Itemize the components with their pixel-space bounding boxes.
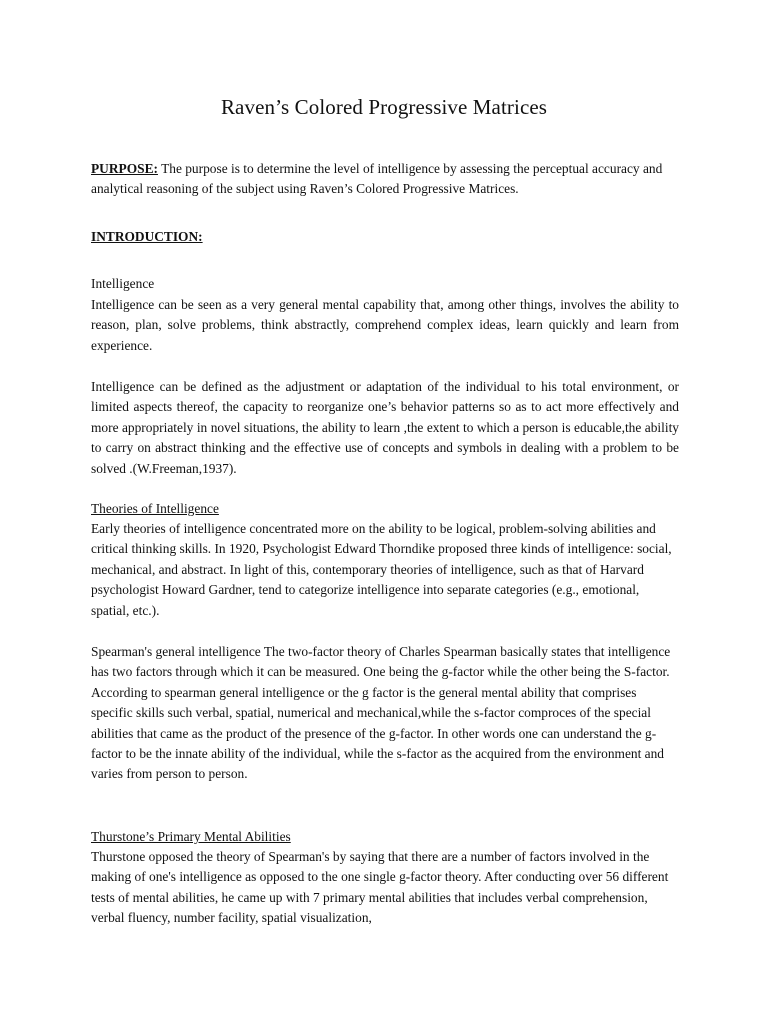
page-title: Raven’s Colored Progressive Matrices — [220, 95, 548, 119]
introduction-heading: INTRODUCTION: — [91, 229, 203, 244]
thurstone-heading: Thurstone’s Primary Mental Abilities — [91, 829, 291, 844]
theories-heading: Theories of Intelligence — [91, 501, 219, 516]
intelligence-paragraph-1: Intelligence can be seen as a very general mental capability that, among other things, involves the ability to reason, plan, solve problems, think abstractly, comprehend complex ideas, learn quickly and learn from experience. — [91, 297, 679, 353]
purpose-paragraph — [91, 159, 679, 200]
intelligence-heading: Intelligence — [91, 276, 155, 291]
intelligence-paragraph-2: Intelligence can be defined as the adjustment or adaptation of the individual to his total environment, or limited aspects thereof, the capacity to reorganize one’s behavior patterns so as to act more effectively and more appropriately in novel situations, the ability to learn ,the extent to which a person is educable,the ability to carry on abstract thinking and the effective use of concepts and symbols in dealing with a problem to be solved .(W.Freeman,1937). — [91, 379, 679, 476]
purpose-label: PURPOSE: — [91, 161, 158, 176]
theories-paragraph: Early theories of intelligence concentrated more on the ability to be logical, problem-solving abilities and critical thinking skills. In 1920, Psychologist Edward Thorndike proposed three kinds of intelligence: social, mechanical, and abstract. In light of this, contemporary theories of intelligence, such as that of Harvard psychologist Howard Gardner, tend to categorize intelligence into separate categories (e.g., emotional, spatial, etc.). — [91, 521, 672, 618]
thurstone-paragraph: Thurstone opposed the theory of Spearman's by saying that there are a number of factors involved in the making of one's intelligence as opposed to the one single g-factor theory. After conducting over 56 different tests of mental abilities, he came up with 7 primary mental abilities that includes verbal comprehension, verbal fluency, number facility, spatial visualization, — [91, 849, 669, 926]
spearman-paragraph: Spearman's general intelligence The two-factor theory of Charles Spearman basically states that intelligence has two factors through which it can be measured. One being the g-factor while the other being the S-factor. According to spearman general intelligence or the g factor is the general mental ability that comprises specific skills such verbal, spatial, numerical and mechanical,while the s-factor comproces of the special abilities that came as the product of the presence of the g-factor. In other words one can understand the g-factor to be the innate ability of the individual, while the s-factor as the acquired from the environment and varies from person to person. — [91, 644, 671, 782]
purpose-text: The purpose is to determine the level of intelligence by assessing the perceptual accuracy and analytical reasoning of the subject using Raven’s Colored Progressive Matrices. — [91, 161, 663, 197]
